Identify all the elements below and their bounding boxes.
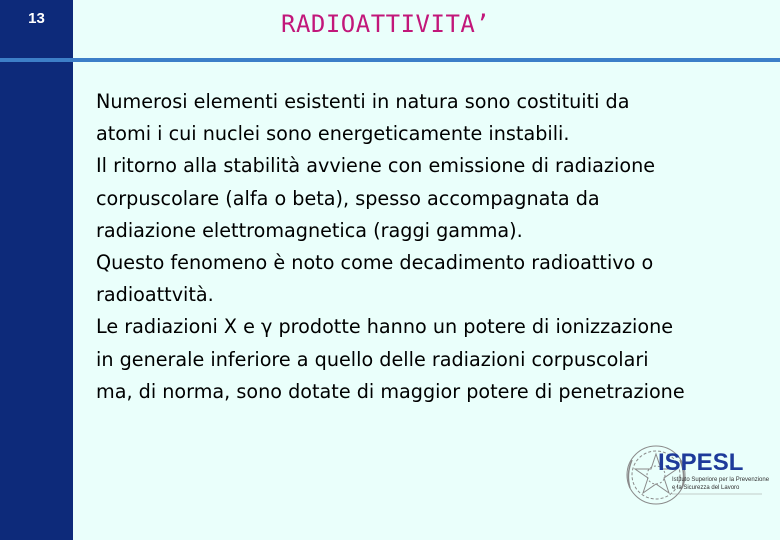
body-line: corpuscolare (alfa o beta), spesso accompagnata da bbox=[96, 186, 600, 210]
slide-number: 13 bbox=[28, 10, 45, 27]
body-line: Questo fenomeno è noto come decadimento radioattivo o bbox=[96, 251, 654, 275]
logo-graphic bbox=[622, 430, 772, 520]
body-line: radioattvità. bbox=[96, 283, 214, 307]
ispesl-emblem-logo bbox=[622, 430, 772, 520]
body-line: in generale inferiore a quello delle radiazioni corpuscolari bbox=[96, 347, 649, 371]
body-line: Numerosi elementi esistenti in natura sono costituiti da bbox=[96, 90, 630, 113]
body-line: atomi i cui nuclei sono energeticamente instabili. bbox=[96, 122, 570, 146]
header-divider bbox=[0, 58, 780, 62]
slide-title: RADIOATTIVITA’ bbox=[281, 10, 491, 38]
logo-name: ISPESL bbox=[658, 449, 744, 476]
logo-subtitle-line1: Istituto Superiore per la Prevenzione bbox=[672, 477, 770, 483]
body-line: Il ritorno alla stabilità avviene con emissione di radiazione bbox=[96, 154, 656, 178]
slide-sidebar bbox=[0, 0, 73, 540]
logo-subtitle-line2: e la Sicurezza del Lavoro bbox=[672, 485, 740, 491]
slide-body bbox=[96, 86, 776, 408]
body-line: radiazione elettromagnetica (raggi gamma). bbox=[96, 218, 523, 242]
body-line: Le radiazioni X e γ prodotte hanno un potere di ionizzazione bbox=[96, 315, 674, 339]
body-line: ma, di norma, sono dotate di maggior potere di penetrazione bbox=[96, 379, 685, 403]
